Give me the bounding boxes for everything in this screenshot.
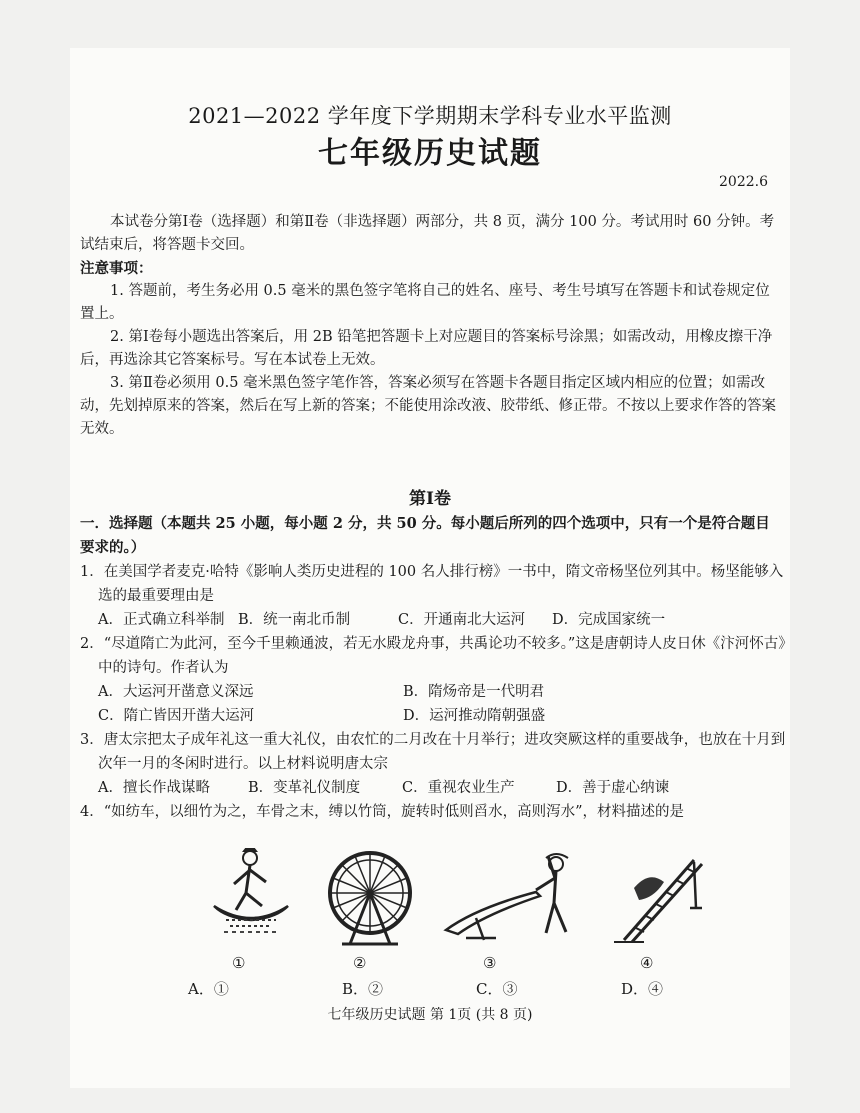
exam-header-line: 2021—2022 学年度下学期期末学科专业水平监测	[188, 104, 672, 128]
figure-caption: ④	[640, 954, 654, 972]
figure-2-waterwheel	[320, 848, 420, 948]
note-item: 1. 答题前，考生务必用 0.5 毫米的黑色签字笔将自己的姓名、座号、考生号填写在答题卡和试卷规定位置上。	[80, 283, 770, 322]
figure-caption: ①	[232, 954, 246, 972]
question-stem: 4．“如纺车，以细竹为之，车骨之末，缚以竹筒，旋转时低则舀水，高则泻水”，材料描述的是	[80, 804, 685, 820]
option: A．大运河开凿意义深远	[98, 684, 254, 700]
exam-page	[70, 48, 790, 1088]
option: C．隋亡皆因开凿大运河	[98, 708, 255, 724]
option: B．统一南北币制	[238, 612, 351, 628]
option: D．④	[621, 980, 664, 998]
figure-4-dragon-pump	[604, 848, 714, 948]
question-options	[98, 680, 718, 728]
part-heading: 一．选择题（本题共 25 小题，每小题 2 分，共 50 分。每小题后所列的四个选项中，只有一个是符合题目要求的。）	[80, 515, 770, 556]
option: C．③	[476, 980, 518, 998]
question-stem: 3．唐太宗把太子成年礼这一重大礼仪，由农忙的二月改在十月举行；进攻突厥这样的重要战争，也放在十月到次年一月的冬闲时进行。以上材料说明唐太宗	[80, 732, 786, 772]
option: D．善于虚心纳谏	[556, 780, 670, 796]
option: A．正式确立科举制	[98, 612, 225, 628]
option: A．擅长作战谋略	[98, 780, 210, 796]
exam-date: 2022.6	[719, 174, 768, 190]
intro-paragraph: 本试卷分第Ⅰ卷（选择题）和第Ⅱ卷（非选择题）两部分，共 8 页，满分 100 分。考试用时 60 分钟。考试结束后，将答题卡交回。	[80, 214, 775, 253]
question-stem: 2．“尽道隋亡为此河，至今千里赖通波，若无水殿龙舟事，共禹论功不较多。”这是唐朝诗人皮日休《汴河怀古》中的诗句。作者认为	[80, 636, 786, 676]
option: C．开通南北大运河	[398, 612, 526, 628]
option: D．完成国家统一	[552, 612, 666, 628]
option: B．②	[342, 980, 384, 998]
note-item: 2. 第Ⅰ卷每小题选出答案后，用 2B 铅笔把答题卡上对应题目的答案标号涂黑；如需改动，用橡皮擦干净后，再选涂其它答案标号。写在本试卷上无效。	[80, 329, 773, 368]
option: B．变革礼仪制度	[248, 780, 361, 796]
option: C．重视农业生产	[402, 780, 515, 796]
notes-title: 注意事项：	[80, 260, 153, 277]
note-item: 3. 第Ⅱ卷必须用 0.5 毫米黑色签字笔作答，答案必须写在答题卡各题目指定区域内相应的位置；如需改动，先划掉原来的答案，然后在写上新的答案；不能使用涂改液、胶带纸、修正带。不按以上要求作答的答案无效。	[80, 375, 776, 437]
option: A．①	[188, 980, 229, 998]
figure-1-illustration	[206, 848, 296, 948]
exam-title: 七年级历史试题	[318, 136, 542, 171]
figure-caption: ③	[483, 954, 497, 972]
option: D．运河推动隋朝强盛	[403, 708, 546, 724]
question-stem: 1．在美国学者麦克·哈特《影响人类历史进程的 100 名人排行榜》一书中，隋文帝杨坚位列其中。杨坚能够入选的最重要理由是	[80, 564, 784, 604]
question-options	[98, 776, 669, 800]
section-title: 第Ⅰ卷	[409, 489, 451, 509]
option: B．隋炀帝是一代明君	[403, 684, 545, 700]
figure-3-plough	[436, 848, 586, 948]
question-options	[98, 608, 665, 632]
figure-caption: ②	[353, 954, 367, 972]
page-footer: 七年级历史试题 第 1页 (共 8 页)	[327, 1007, 533, 1023]
